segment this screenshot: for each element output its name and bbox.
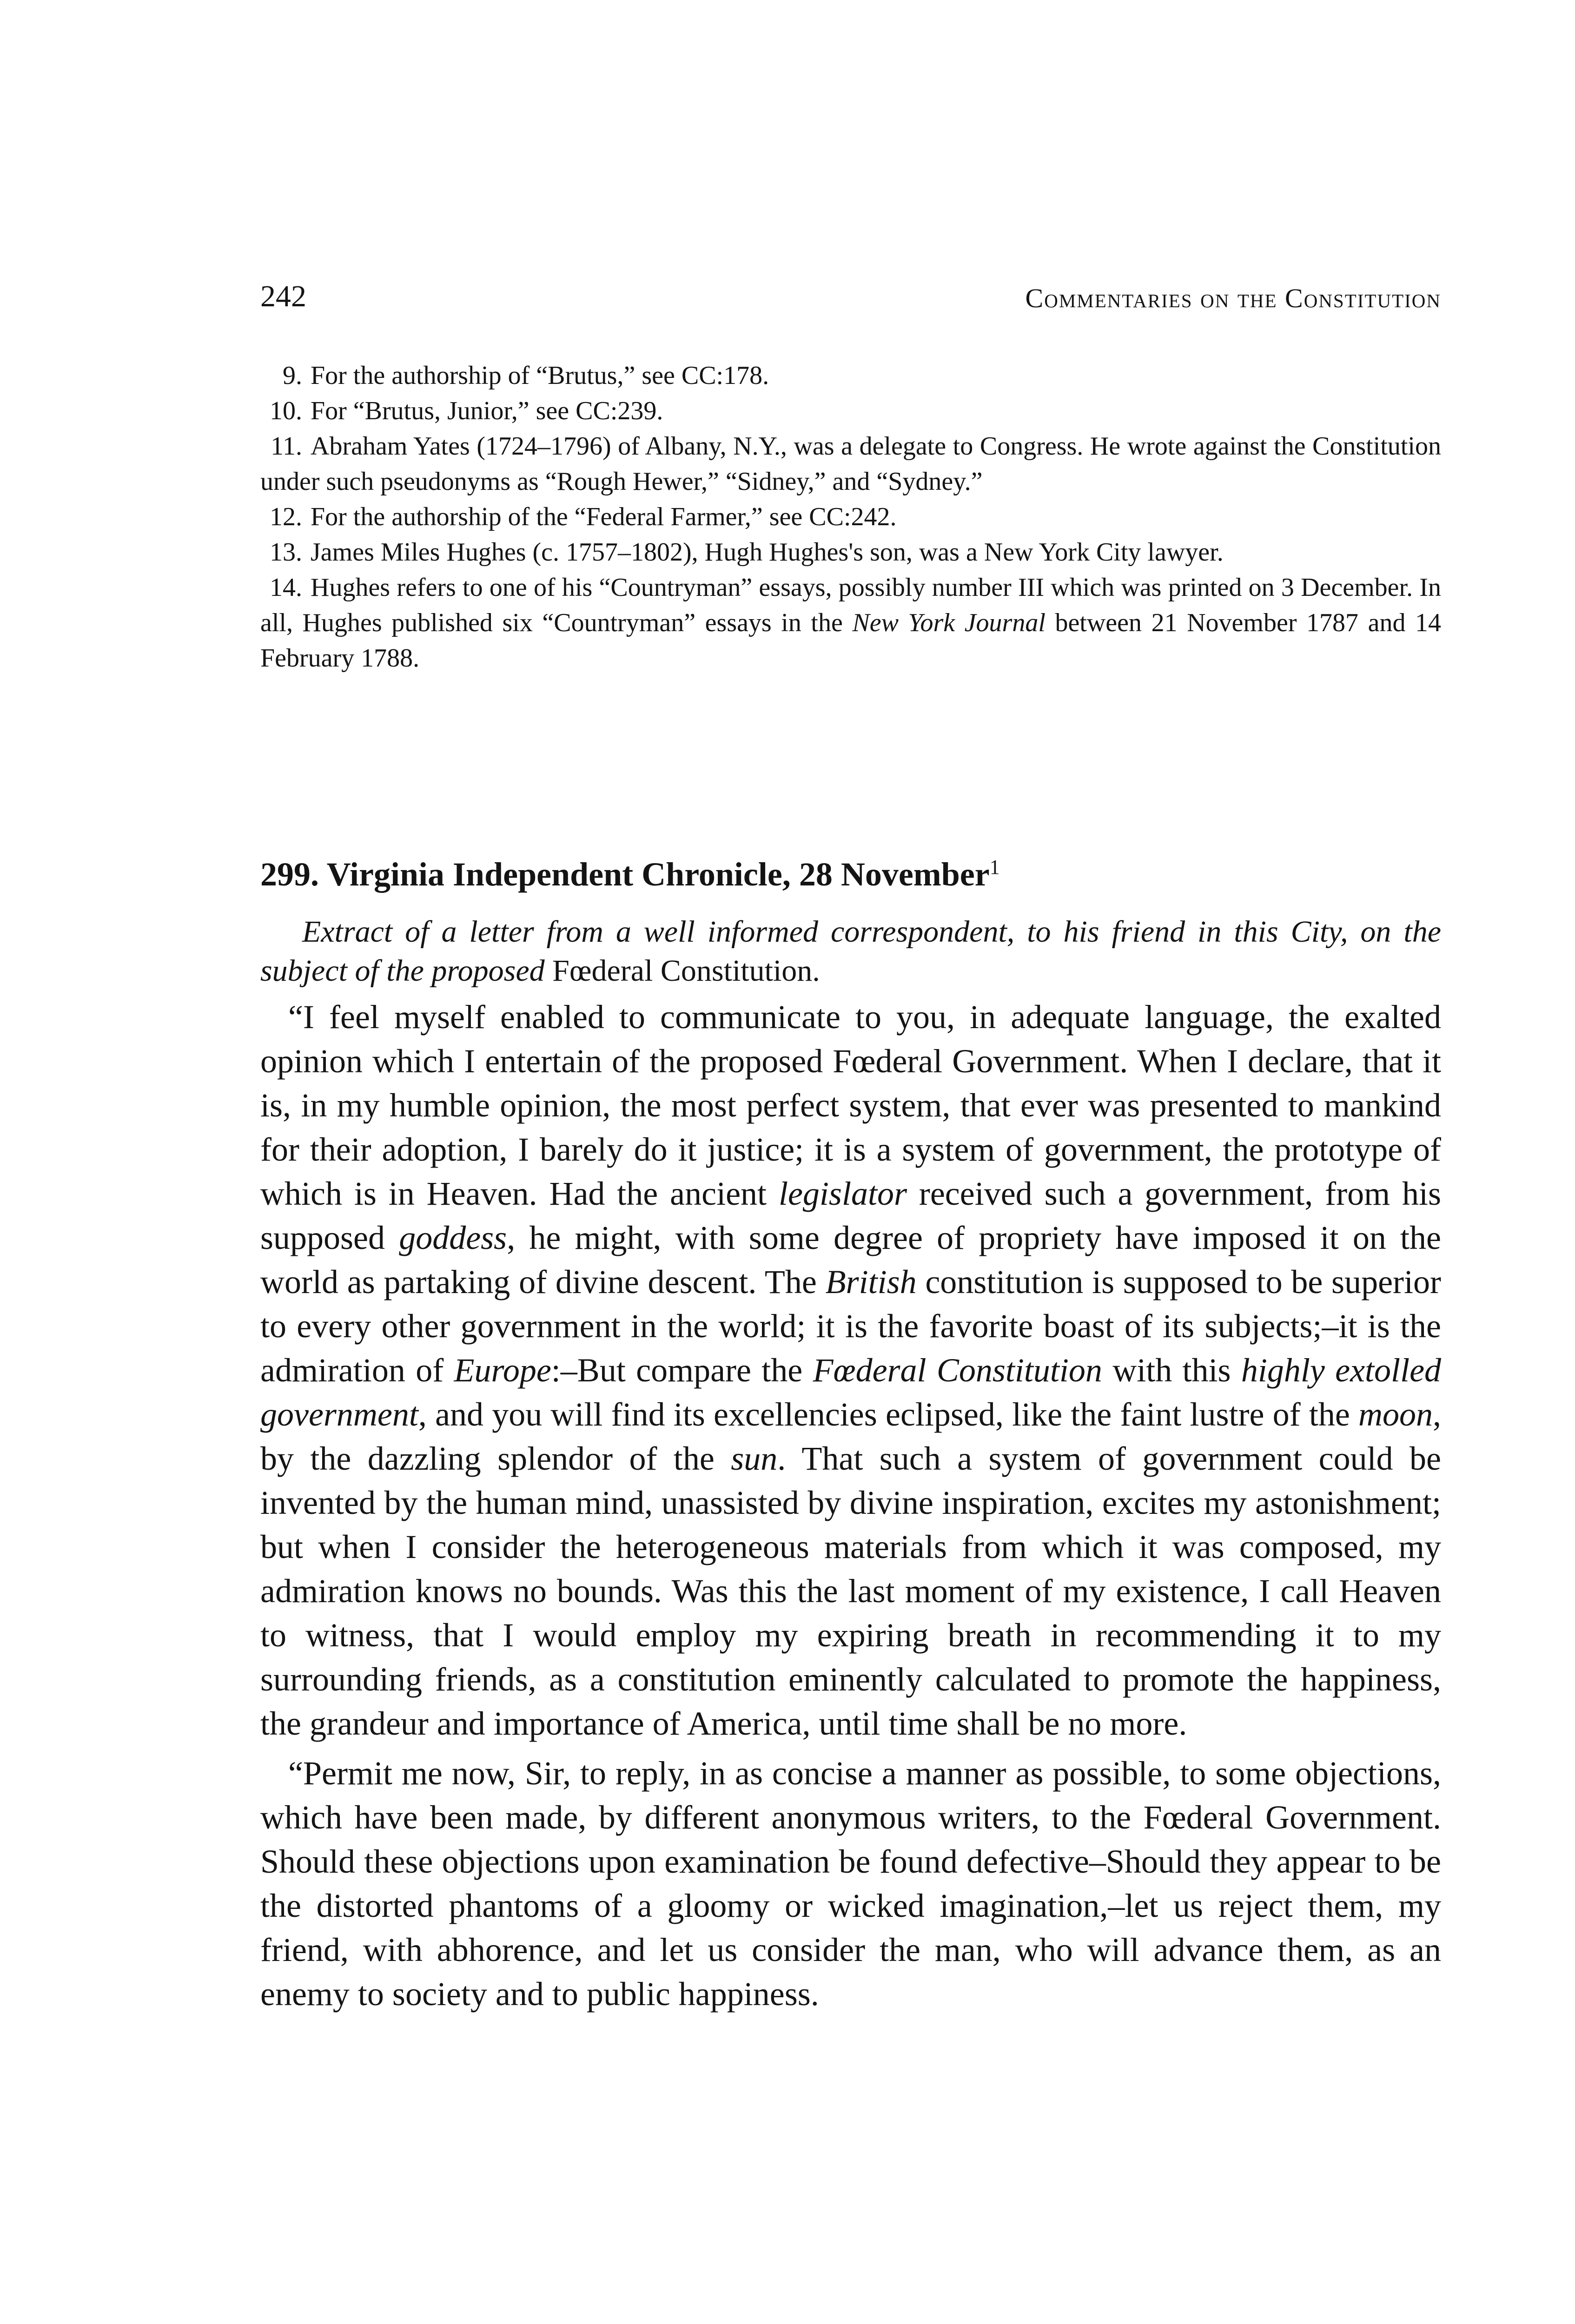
page-header: [260, 279, 1441, 330]
text-run: , and you will find its excellencies eclipsed, like the faint lustre of the: [418, 1396, 1358, 1433]
text-run: “I feel myself enabled to communicate to you, in adequate language, the exalted opinion which I entertain of the proposed Fœderal Government. When I declare, that it is, in my humble opinion, the most perfect system, that ever was presented to mankind for their adoption, I barely do it justice; it is a system of government, the prototype of which is in Heaven. Had the ancient: [260, 998, 1441, 1212]
italic-run: legislator: [778, 1175, 907, 1212]
title-note-ref: 1: [989, 856, 1000, 878]
endnote-number: 13.: [270, 538, 302, 567]
endnote-number: 12.: [270, 502, 302, 531]
endnote-italic-title: New York Journal: [852, 608, 1046, 637]
endnote: [260, 570, 1441, 676]
text-run: :–But compare the: [551, 1352, 813, 1389]
endnote: [260, 535, 1441, 570]
endnote: [260, 429, 1441, 499]
endnote-text: For the authorship of the “Federal Farmer,” see CC:242.: [311, 502, 897, 531]
headnote-roman: Fœderal Constitution.: [544, 954, 820, 988]
endnote-text: between 21 November 1787 and 14 February 1788.: [260, 608, 1441, 673]
document-title-text: 299. Virginia Independent Chronicle, 28 November: [260, 856, 990, 893]
endnotes: [260, 358, 1441, 676]
italic-run: goddess: [399, 1219, 507, 1256]
text-run: with this: [1102, 1352, 1241, 1389]
document-article: [260, 855, 1441, 2022]
document-title: [260, 855, 1441, 894]
italic-run: highly extolled government: [260, 1352, 1442, 1433]
headnote-italic: Extract of a letter from a well informed correspondent, to his friend in this City, on the subject of the proposed: [260, 915, 1441, 988]
text-run: received such a government, from his supposed: [260, 1175, 1441, 1256]
endnote: [260, 358, 1441, 393]
text-run: constitution is supposed to be superior to every other government in the world; it is the favorite boast of its subjects;–it is the admiration of: [260, 1263, 1441, 1389]
page-number: 242: [260, 279, 306, 313]
text-run: . That such a system of government could be invented by the human mind, unassisted by divine inspiration, excites my astonishment; but when I consider the heterogeneous materials from which it was composed, my admiration knows no bounds. Was this the last moment of my existence, I call Heaven to witness, that I would employ my expiring breath in recommending it to my surrounding friends, as a constitution eminently calculated to promote the happiness, the grandeur and importance of America, until time shall be no more.: [260, 1440, 1442, 1742]
endnote: [260, 499, 1441, 535]
italic-run: British: [825, 1263, 917, 1301]
italic-run: moon: [1358, 1396, 1433, 1433]
endnote-text: For “Brutus, Junior,” see CC:239.: [311, 396, 663, 425]
endnote-number: 11.: [271, 432, 302, 461]
endnote: [260, 393, 1441, 429]
italic-run: sun: [731, 1440, 778, 1477]
text-run: , he might, with some degree of propriety have imposed it on the world as partaking of divine descent. The: [260, 1219, 1441, 1301]
endnote-text: James Miles Hughes (c. 1757–1802), Hugh Hughes's son, was a New York City lawyer.: [311, 538, 1224, 567]
headnote: [260, 912, 1441, 990]
endnote-number: 9.: [283, 361, 302, 390]
endnote-number: 14.: [270, 573, 302, 602]
endnote-text: Abraham Yates (1724–1796) of Albany, N.Y., was a delegate to Congress. He wrote against the Constitution under such pseudonyms as “Rough Hewer,” “Sidney,” and “Sydney.”: [260, 432, 1441, 496]
endnote-text: For the authorship of “Brutus,” see CC:178.: [311, 361, 769, 390]
text-run: , by the dazzling splendor of the: [260, 1396, 1441, 1477]
endnote-text: Hughes refers to one of his “Countryman” essays, possibly number III which was printed on 3 December. In all, Hughes published six “Countryman” essays in the: [260, 573, 1441, 637]
endnote-number: 10.: [270, 396, 302, 425]
running-head: Commentaries on the Constitution: [1025, 283, 1441, 313]
body-paragraph: [260, 995, 1441, 1746]
body-paragraph: “Permit me now, Sir, to reply, in as concise a manner as possible, to some objections, which have been made, by different anonymous writers, to the Fœderal Government. Should these objections upon examination be found defective–Should they appear to be the distorted phantoms of a gloomy or wicked imagination,–let us reject them, my friend, with abhorence, and let us consider the man, who will advance them, as an enemy to society and to public happiness.: [260, 1755, 1441, 2013]
italic-run: Fœderal Constitution: [813, 1352, 1102, 1389]
italic-run: Europe: [454, 1352, 551, 1389]
